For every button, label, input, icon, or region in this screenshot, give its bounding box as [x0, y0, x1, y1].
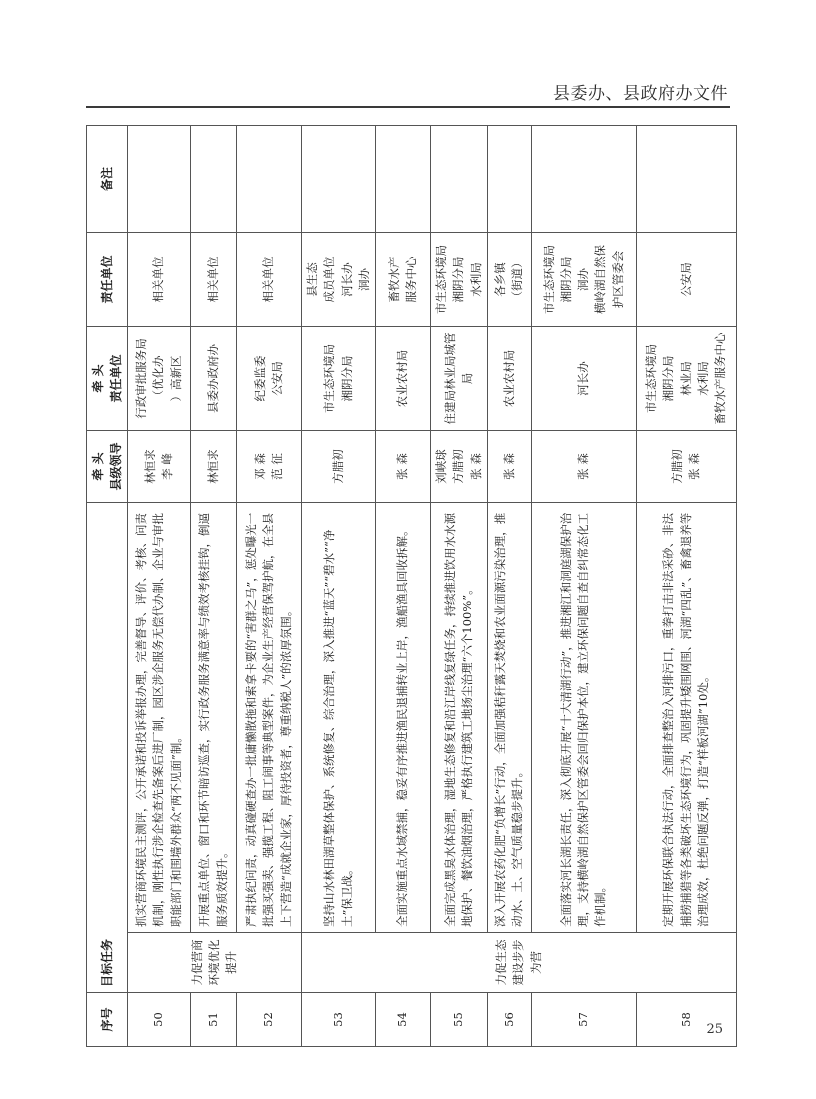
table-row: [376, 125, 431, 1046]
row-responsible: 各乡镇 （街道）: [487, 232, 531, 326]
table-row: [128, 125, 191, 1046]
row-task: 定期开展环保联合执法行动，全面排查整治入河排污口，重拳打击非法采砂、非法捕捞捕猎等各类破坏生态环境行为，巩固提升矮围网围、河湖“四乱”、畜禽退养等治理成效，杜绝问题反弹，打造“样板河湖”10处。: [636, 502, 736, 932]
row-note: [487, 125, 531, 232]
row-seq: 58: [636, 993, 736, 1047]
row-leader: 邓 森 范 征: [237, 430, 302, 502]
row-lead-unit: 农业农村局: [376, 326, 431, 430]
row-responsible: 相关单位: [128, 232, 191, 326]
row-seq: 54: [376, 993, 431, 1047]
row-seq: 52: [237, 993, 302, 1047]
col-leader-header: 牵 头 县级领导: [87, 430, 128, 502]
row-note: [636, 125, 736, 232]
row-lead-unit: 纪委监委 公安局: [237, 326, 302, 430]
col-responsible-header: 责任单位: [87, 232, 128, 326]
row-seq: 50: [128, 993, 191, 1047]
row-lead-unit: 农业农村局: [487, 326, 531, 430]
row-leader: 张 森: [531, 430, 636, 502]
table-row: [531, 125, 636, 1046]
row-responsible: 市生态环境局 湘阴分局 水利局: [431, 232, 488, 326]
document-header-title: 县委办、县政府办文件: [553, 84, 728, 104]
row-note: [531, 125, 636, 232]
row-responsible: 县生态 成员单位 河长办 洞办: [302, 232, 376, 326]
col-goal-header: 目标任务: [87, 502, 128, 992]
goal-group-label: 力促营商环境优化提升: [128, 933, 302, 993]
row-responsible: 相关单位: [191, 232, 237, 326]
row-responsible: 公安局: [636, 232, 736, 326]
row-leader: 张 森: [376, 430, 431, 502]
row-seq: 51: [191, 993, 237, 1047]
row-lead-unit: 县委办政府办: [191, 326, 237, 430]
row-note: [302, 125, 376, 232]
row-seq: 55: [431, 993, 488, 1047]
header-divider: [86, 106, 730, 108]
row-note: [128, 125, 191, 232]
row-task: 深入开展农药化肥“负增长”行动，全面加强秸秆露天焚烧和农业面源污染治理，推动水、土、空气质量稳步提升。: [487, 502, 531, 932]
row-leader: 方腊初: [302, 430, 376, 502]
row-responsible: 相关单位: [237, 232, 302, 326]
table-row: [302, 125, 376, 1046]
row-task: 全面完成黑臭水体治理，湿地生态修复和沿江岸线复绿任务，持续推进饮用水水源地保护、餐饮油烟治理，严格执行建筑工地扬尘治理“六个100%”。: [431, 502, 488, 932]
row-leader: 林恒求 李 峰: [128, 430, 191, 502]
row-seq: 53: [302, 993, 376, 1047]
row-seq: 56: [487, 993, 531, 1047]
row-task: 全面落实河长湖长责任，深入彻底开展“十大清湖行动”，推进湘江和洞庭湖保护治理，支持横岭湖自然保护区管委会回归保护本位，建立环保问题自查自纠常态化工作机制。: [531, 502, 636, 932]
row-lead-unit: 行政审批服务局 （优化办 ）高新区: [128, 326, 191, 430]
row-leader: 张 森: [487, 430, 531, 502]
table-row: [487, 125, 531, 1046]
row-leader: 刘峡球 方腊初 张 森: [431, 430, 488, 502]
row-lead-unit: 河长办: [531, 326, 636, 430]
row-responsible: 市生态环境局 湘阴分局 洞办 横岭湖自然保 护区管委会: [531, 232, 636, 326]
col-seq-header: 序号: [87, 993, 128, 1047]
row-task: 坚持山水林田湖草整体保护、系统修复、综合治理，深入推进“蓝天”“碧水”“净土”保卫战。: [302, 502, 376, 932]
row-task: 开展重点单位、窗口和环节暗访巡查，实行政务服务满意率与绩效考核挂钩，倒逼服务质效提升。: [191, 502, 237, 932]
row-seq: 57: [531, 993, 636, 1047]
task-table-container: [86, 126, 730, 1047]
row-lead-unit: 住建局林业局城管局: [431, 326, 488, 430]
row-leader: 林恒求: [191, 430, 237, 502]
col-note-header: 备注: [87, 125, 128, 232]
goal-group-label: 力促生态建设步步为营: [302, 933, 737, 993]
row-note: [376, 125, 431, 232]
row-task: 严肃执纪问责，动真碰硬查办一批庸懒散拖和索拿卡要的“害群之马”，惩处曝光一批强买强卖、强揽工程、阻工闹事等典型案件，为企业生产经营保驾护航，在全县上下营造“成就企业家，厚待投资者，尊重纳税人”的浓厚氛围。: [237, 502, 302, 932]
table-row: [431, 125, 488, 1046]
row-note: [191, 125, 237, 232]
row-lead-unit: 市生态环境局 湘阴分局: [302, 326, 376, 430]
table-row: [636, 125, 736, 1046]
table-row: [191, 125, 237, 1046]
row-leader: 方腊初 张 森: [636, 430, 736, 502]
row-note: [431, 125, 488, 232]
row-lead-unit: 市生态环境局 湘阴分局 林业局 水利局 畜牧水产服务中心: [636, 326, 736, 430]
row-task: 抓实营商环境民主测评，公开承诺和投诉举报办理，完善督导、评价、考核、问责机制，刚性执行涉企检查先备案后进厂制，园区涉企服务无偿代办制、企业与审批职能部门和围墙外群众“两不见面”制。: [128, 502, 191, 932]
task-table: [86, 125, 737, 1047]
table-header-row: [87, 125, 128, 1046]
row-responsible: 畜牧水产 服务中心: [376, 232, 431, 326]
col-lead-unit-header: 牵 头 责任单位: [87, 326, 128, 430]
page-number: 25: [706, 1022, 723, 1037]
row-task: 全面实施重点水域禁捕，稳妥有序推进渔民退捕转业上岸，渔船渔具回收拆解。: [376, 502, 431, 932]
row-note: [237, 125, 302, 232]
table-row: [237, 125, 302, 1046]
